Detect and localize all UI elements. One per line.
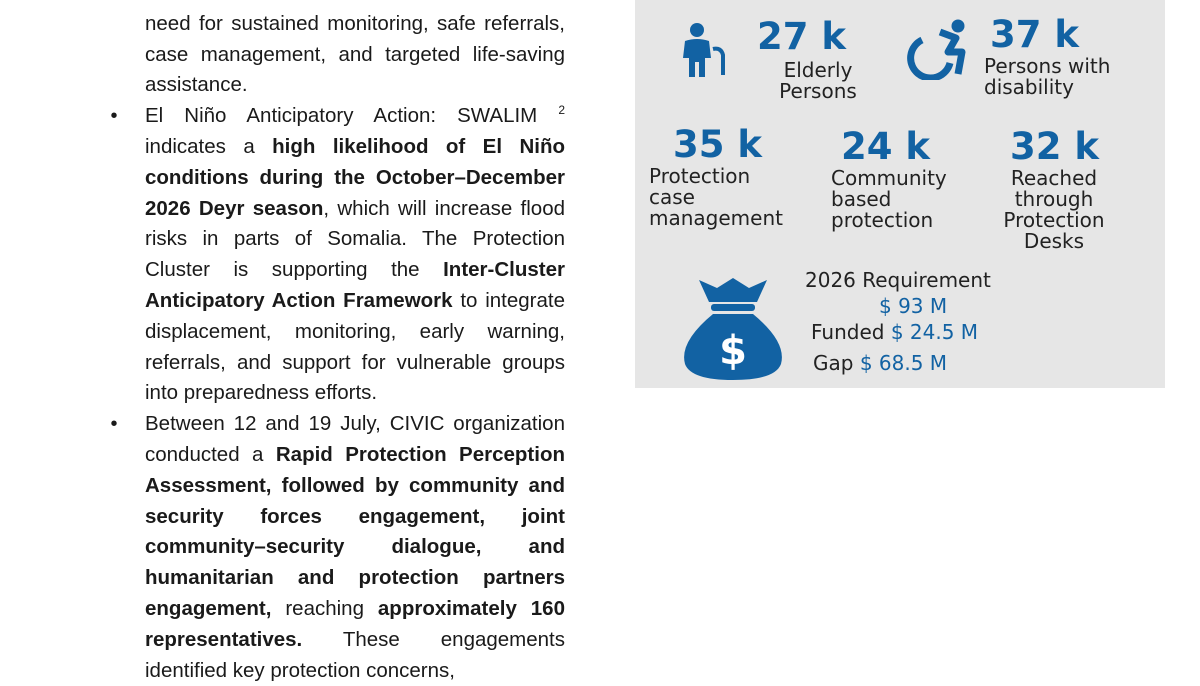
svg-text:$: $ — [719, 328, 747, 374]
text-run: El Niño Anticipatory Action: SWALIM — [145, 104, 538, 128]
bullet-icon — [108, 101, 120, 132]
text-run: Between 12 and 19 July, CIVIC organization conducted a — [145, 412, 565, 466]
paragraph-continued — [145, 0, 565, 101]
bullet-text — [145, 409, 565, 686]
elderly-person-icon — [671, 22, 735, 78]
community-label: Community based protection — [831, 166, 947, 232]
desks-label: Reached through Protection Desks — [1003, 166, 1105, 253]
money-bag-icon — [677, 276, 789, 382]
bold-run: Inter-Cluster Anticipatory Action Framework — [145, 258, 565, 312]
text-run: These engagements identified key protection concerns, — [145, 627, 565, 682]
desks-value: 32 k — [1010, 125, 1099, 168]
gap-row: Gap $ 68.5 M — [813, 351, 948, 375]
community-value: 24 k — [841, 125, 930, 168]
text-run: reaching — [271, 596, 378, 620]
funded-row: Funded $ 24.5 M — [811, 320, 979, 344]
text-run: to integrate displacement, monitoring, early warning, referrals, and support for vulnerable groups into preparedness efforts. — [145, 288, 565, 405]
wheelchair-icon — [900, 18, 976, 80]
requirement-value: $ 93 M — [879, 294, 948, 318]
elderly-value: 27 k — [757, 15, 846, 58]
text-run: , which will increase flood risks in parts of Somalia. The Protection Cluster is supporting the — [145, 196, 565, 282]
bold-run: Rapid Protection Perception Assessment, followed by community and security forces engagement, joint community–security dialogue, and humanitarian and protection partners engagement, — [145, 442, 565, 620]
stats-panel — [635, 0, 1165, 388]
bold-run: approximately 160 representatives. — [145, 596, 565, 651]
case-mgmt-value: 35 k — [673, 123, 762, 166]
disability-value: 37 k — [990, 13, 1079, 56]
bullet-item-el-nino — [145, 101, 565, 409]
requirement-label: 2026 Requirement — [805, 268, 991, 292]
bullet-icon — [108, 409, 120, 440]
elderly-label: Elderly Persons — [779, 58, 857, 103]
bold-run: high likelihood of El Niño conditions during the October–December 2026 Deyr season — [145, 134, 565, 220]
disability-label: Persons with disability — [984, 54, 1111, 99]
case-mgmt-label: Protection case management — [649, 164, 783, 230]
paragraph-text: need for sustained monitoring, safe referrals, case management, and targeted life-saving assistance. — [145, 11, 565, 97]
text-run: indicates a — [145, 134, 273, 158]
bullet-text — [145, 101, 565, 409]
footnote-ref: 2 — [558, 103, 565, 118]
body-text-column — [145, 0, 565, 686]
bullet-item-civic — [145, 409, 565, 686]
